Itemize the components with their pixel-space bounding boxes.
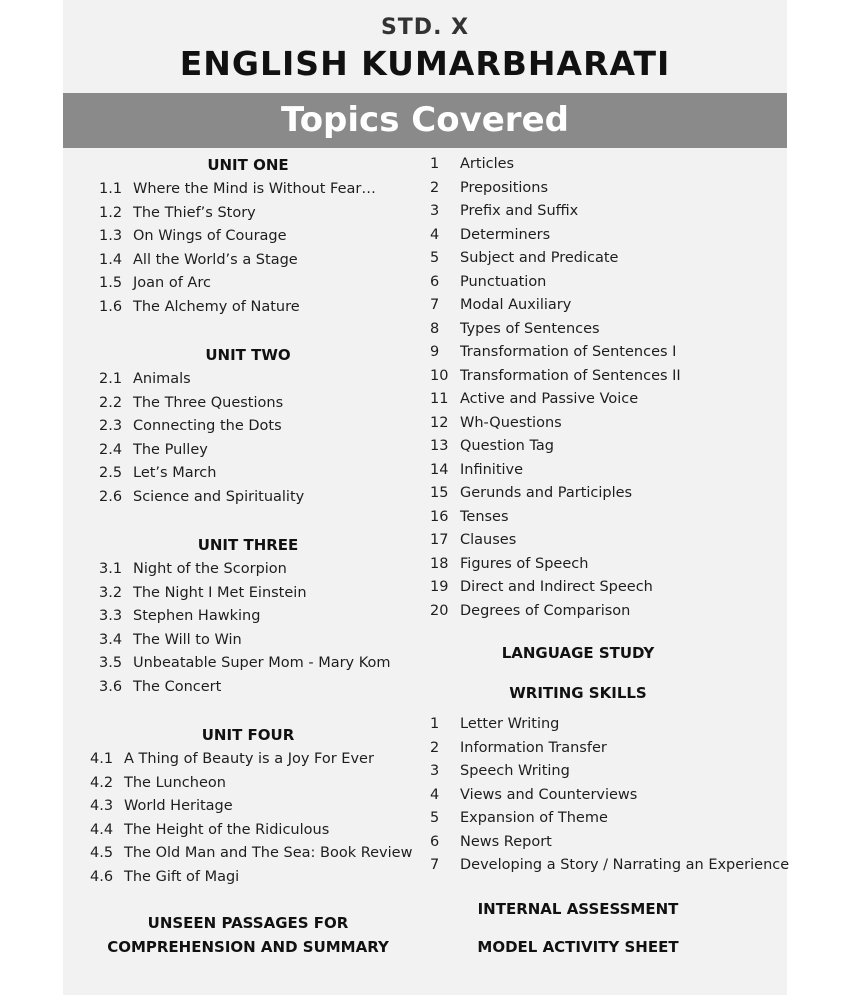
unit-heading: UNIT TWO [205,346,291,364]
list-item [99,488,305,505]
list-item [430,786,638,803]
unit-heading: UNIT THREE [197,536,299,554]
list-item [430,579,653,595]
item-number: 1.2 [99,204,123,221]
list-item [90,774,226,791]
item-number: 5 [430,810,440,826]
unseen-passages-line2: COMPREHENSION AND SUMMARY [107,938,389,956]
item-title: Subject and Predicate [460,250,619,266]
item-number: 1 [430,156,440,172]
item-number: 1.4 [99,251,123,268]
item-title: Infinitive [460,461,524,478]
item-number: 4.3 [90,798,114,814]
item-title: Tenses [460,508,509,525]
item-title: Question Tag [460,438,555,454]
list-item [430,857,790,873]
item-number: 4.4 [90,821,114,838]
item-title: The Pulley [133,441,208,458]
item-number: 2 [430,739,440,756]
item-title: Where the Mind is Without Fear… [133,181,376,197]
writing-skills-heading: WRITING SKILLS [509,684,647,702]
item-number: 4 [430,786,440,803]
item-number: 12 [430,414,449,431]
list-item [99,655,391,671]
item-number: 1.5 [99,275,123,291]
item-number: 4.6 [90,868,114,885]
item-title: Animals [133,371,191,387]
item-title: The Three Questions [133,394,284,411]
item-title: News Report [460,833,552,850]
item-number: 3.1 [99,561,123,577]
item-number: 2.1 [99,371,123,387]
item-number: 2.2 [99,394,123,411]
book-page [63,0,790,995]
item-title: On Wings of Courage [133,228,287,244]
item-number: 2 [430,179,440,196]
list-item [90,821,330,838]
item-number: 4.2 [90,774,114,791]
item-title: Figures of Speech [460,555,589,572]
item-title: Transformation of Sentences I [460,344,677,360]
list-item [430,156,515,172]
item-title: Letter Writing [460,716,560,732]
item-number: 4 [430,226,440,243]
item-number: 1 [430,716,440,732]
item-number: 4.5 [90,845,114,861]
item-number: 2.3 [99,418,123,434]
item-number: 8 [430,320,440,337]
item-title: Wh-Questions [460,414,562,431]
item-title: Direct and Indirect Speech [460,579,653,595]
list-item [99,631,242,648]
internal-assessment-heading: INTERNAL ASSESSMENT [477,900,679,918]
item-number: 6 [430,833,440,850]
item-number: 18 [430,555,449,572]
topics-banner: Topics Covered [63,93,787,148]
list-item [430,532,517,548]
list-item [99,465,217,481]
item-number: 5 [430,250,440,266]
item-number: 1.3 [99,228,123,244]
item-number: 3.6 [99,678,123,695]
list-item [90,751,374,767]
unit-heading: UNIT ONE [207,156,289,174]
list-item [99,584,307,601]
item-title: The Height of the Ridiculous [124,821,330,838]
item-title: Science and Spirituality [133,488,305,505]
item-number: 11 [430,391,449,407]
list-item [99,181,376,197]
standard-label: STD. X [380,15,470,40]
list-item [430,810,608,826]
item-title: Types of Sentences [460,320,600,337]
list-item [430,763,570,779]
list-item [430,367,681,384]
list-item [99,561,287,577]
item-number: 6 [430,273,440,290]
unseen-passages-line1: UNSEEN PASSAGES FOR [147,914,349,932]
list-item [430,508,509,525]
list-item [430,555,589,572]
list-item [430,391,639,407]
list-item [99,394,284,411]
list-item [99,608,261,624]
item-title: The Alchemy of Nature [133,298,300,315]
list-item [430,344,677,360]
item-title: Unbeatable Super Mom - Mary Kom [133,655,391,671]
item-title: Connecting the Dots [133,418,282,434]
item-title: Stephen Hawking [133,608,261,624]
item-title: The Gift of Magi [124,868,240,885]
item-title: Determiners [460,226,551,243]
item-number: 1.1 [99,181,123,197]
item-title: The Thief’s Story [133,204,256,221]
item-number: 16 [430,508,449,525]
item-number: 3.5 [99,655,123,671]
item-title: Punctuation [460,273,547,290]
item-number: 2.4 [99,441,123,458]
list-item [99,298,300,315]
item-number: 3.2 [99,584,123,601]
item-number: 13 [430,438,449,454]
item-number: 17 [430,532,449,548]
item-number: 3 [430,203,440,219]
list-item [430,250,619,266]
list-item [430,739,607,756]
item-title: Clauses [460,532,517,548]
item-title: The Old Man and The Sea: Book Review [124,845,413,861]
item-title: Let’s March [133,465,217,481]
item-title: The Luncheon [124,774,226,791]
list-item [99,441,208,458]
item-title: Joan of Arc [133,275,211,291]
model-activity-sheet-heading: MODEL ACTIVITY SHEET [477,938,679,956]
item-title: Gerunds and Participles [460,485,633,501]
list-item [430,602,631,619]
item-number: 3.4 [99,631,123,648]
list-item [99,251,298,268]
list-item [430,833,552,850]
list-item [430,485,633,501]
item-number: 7 [430,297,440,313]
item-number: 7 [430,857,440,873]
list-item [430,297,572,313]
item-title: World Heritage [124,798,233,814]
language-study-heading: LANGUAGE STUDY [501,644,655,662]
list-item [99,371,191,387]
item-title: Developing a Story / Narrating an Experience [460,857,790,873]
list-item [430,273,547,290]
item-title: Views and Counterviews [460,786,638,803]
list-item [430,414,562,431]
item-number: 20 [430,602,449,619]
list-item [430,203,579,219]
item-number: 2.5 [99,465,123,481]
item-title: Degrees of Comparison [460,602,631,619]
item-title: Modal Auxiliary [460,297,572,313]
list-item [99,228,287,244]
item-number: 15 [430,485,449,501]
item-number: 10 [430,367,449,384]
book-title: ENGLISH KUMARBHARATI [179,44,671,83]
list-item [90,845,413,861]
list-item [430,461,524,478]
list-item [99,418,282,434]
item-number: 14 [430,461,449,478]
item-title: Transformation of Sentences II [460,367,681,384]
item-title: The Night I Met Einstein [133,584,307,601]
item-title: The Concert [133,678,222,695]
item-number: 19 [430,579,449,595]
item-title: Prepositions [460,179,549,196]
item-title: Prefix and Suffix [460,203,579,219]
item-title: Active and Passive Voice [460,391,639,407]
item-title: Expansion of Theme [460,810,608,826]
list-item [90,868,240,885]
item-title: Articles [460,156,515,172]
list-item [430,179,549,196]
item-title: Speech Writing [460,763,570,779]
list-item [90,798,233,814]
list-item [99,204,256,221]
item-title: A Thing of Beauty is a Joy For Ever [124,751,374,767]
list-item [430,226,551,243]
list-item [99,678,222,695]
item-number: 2.6 [99,488,123,505]
item-number: 1.6 [99,298,123,315]
list-item [430,320,600,337]
item-title: Night of the Scorpion [133,561,287,577]
item-title: All the World’s a Stage [133,251,298,268]
list-item [430,438,555,454]
list-item [99,275,211,291]
item-number: 9 [430,344,440,360]
item-title: The Will to Win [133,631,242,648]
item-number: 3.3 [99,608,123,624]
item-number: 3 [430,763,440,779]
item-number: 4.1 [90,751,114,767]
list-item [430,716,560,732]
item-title: Information Transfer [460,739,607,756]
unit-heading: UNIT FOUR [201,726,295,744]
